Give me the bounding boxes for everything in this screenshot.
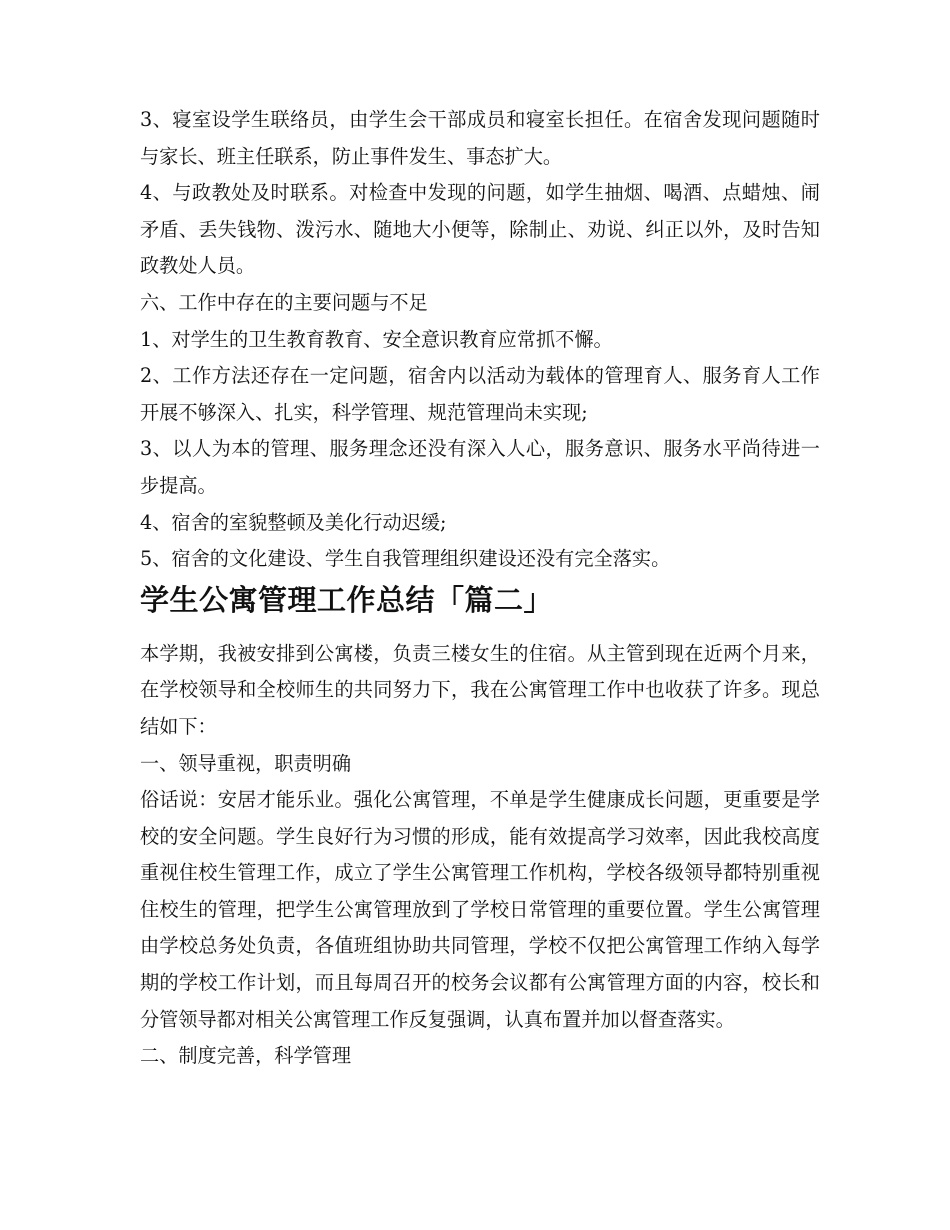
paragraph-dorm-liaison: 3、寝室设学生联络员，由学生会干部成员和寝室长担任。在宿舍发现问题随时与家长、班主任联系，防止事件发生、事态扩大。 (140, 108, 820, 168)
paragraph-problem-4: 4、宿舍的室貌整顿及美化行动迟缓; (140, 510, 447, 534)
document-page (140, 102, 820, 1075)
paragraph-problem-5: 5、宿舍的文化建设、学生自我管理组织建设还没有完全落实。 (140, 547, 671, 571)
section-title: 学生公寓管理工作总结「篇二」 (140, 582, 554, 617)
paragraph-section-2-heading: 二、制度完善，科学管理 (140, 1044, 352, 1068)
paragraph-problem-3: 3、以人为本的管理、服务理念还没有深入人心，服务意识、服务水平尚待进一步提高。 (140, 437, 820, 497)
paragraph-section-1-heading: 一、领导重视，职责明确 (140, 751, 352, 775)
paragraph-problems-heading: 六、工作中存在的主要问题与不足 (140, 290, 428, 314)
paragraph-problem-2: 2、工作方法还存在一定问题，宿舍内以活动为载体的管理育人、服务育人工作开展不够深入、扎实，科学管理、规范管理尚未实现; (140, 364, 820, 424)
paragraph-section-1-body: 俗话说：安居才能乐业。强化公寓管理，不单是学生健康成长问题，更重要是学校的安全问题。学生良好行为习惯的形成，能有效提高学习效率，因此我校高度重视住校生管理工作，成立了学生公寓管理工作机构，学校各级领导都特别重视住校生的管理，把学生公寓管理放到了学校日常管理的重要位置。学生公寓管理由学校总务处负责，各值班组协助共同管理，学校不仅把公寓管理工作纳入每学期的学校工作计划，而且每周召开的校务会议都有公寓管理方面的内容，校长和分管领导都对相关公寓管理工作反复强调，认真布置并加以督查落实。 (140, 788, 820, 1031)
paragraph-intro: 本学期，我被安排到公寓楼，负责三楼女生的住宿。从主管到现在近两个月来，在学校领导和全校师生的共同努力下，我在公寓管理工作中也收获了许多。现总结如下： (140, 641, 820, 738)
paragraph-contact-office: 4、与政教处及时联系。对检查中发现的问题，如学生抽烟、喝酒、点蜡烛、闹矛盾、丢失钱物、泼污水、随地大小便等，除制止、劝说、纠正以外，及时告知政教处人员。 (140, 181, 820, 278)
paragraph-problem-1: 1、对学生的卫生教育教育、安全意识教育应常抓不懈。 (140, 327, 613, 351)
